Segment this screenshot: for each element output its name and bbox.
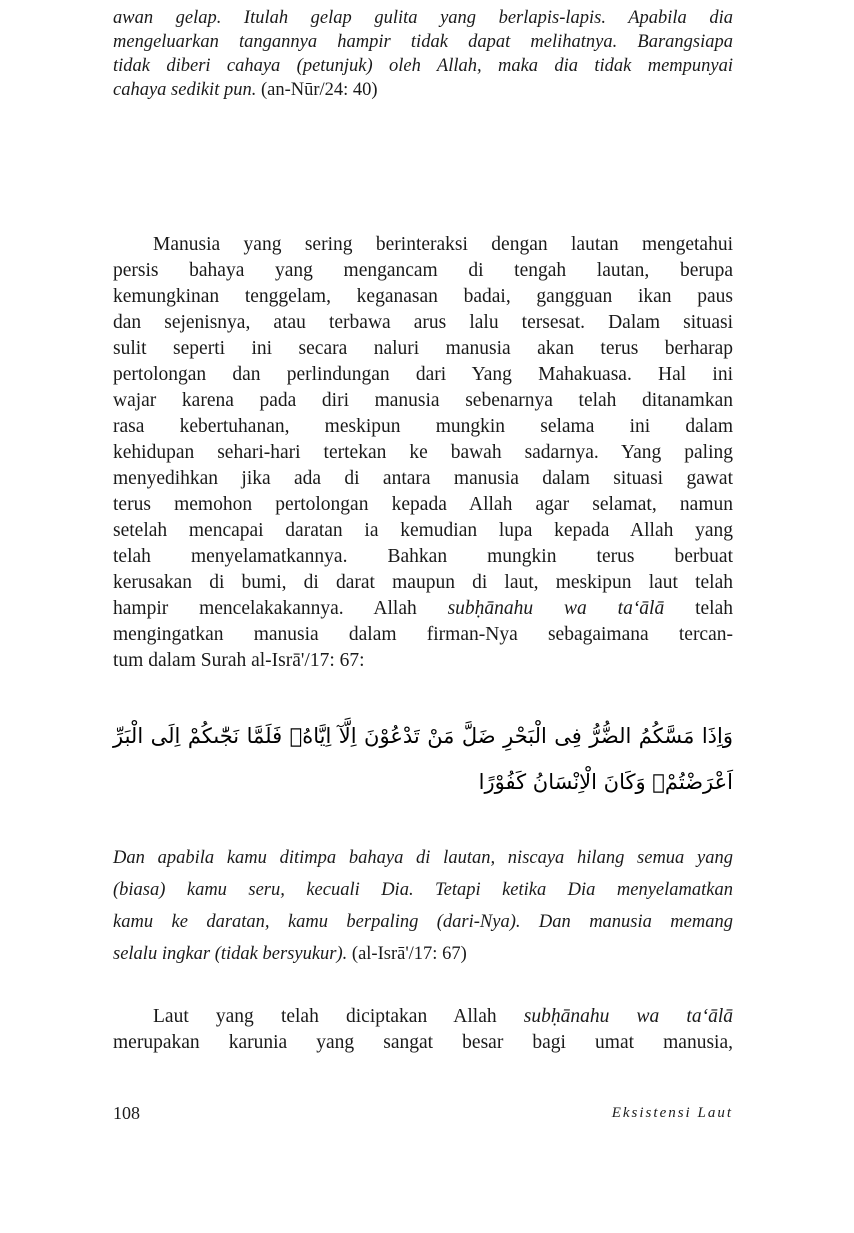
text: telah (664, 598, 733, 619)
paragraph-line: persis bahaya yang mengancam di tengah lautan, berupa (113, 260, 733, 281)
arabic-line: وَاِذَا مَسَّكُمُ الضُّرُّ فِى الْبَحْرِ ضَلَّ مَنْ تَدْعُوْنَ اِلَّآ اِيَّاهُۚ فَلَمَّا نَجّٰىكُمْ اِلَى الْبَرِّ (113, 724, 733, 748)
arabic-verse (113, 713, 733, 805)
translation-line: Dan apabila kamu ditimpa bahaya di lautan, niscaya hilang semua yang (113, 848, 733, 868)
paragraph-line: kemungkinan tenggelam, keganasan badai, gangguan ikan paus (113, 286, 733, 307)
page-number: 108 (113, 1103, 140, 1123)
paragraph-line: pertolongan dan perlindungan dari Yang Mahakuasa. Hal ini (113, 364, 733, 385)
quote-text: cahaya sedikit pun. (113, 80, 257, 100)
translation-reference: (al-Isrā'/17: 67) (347, 944, 467, 964)
paragraph-line: setelah mencapai daratan ia kemudian lupa kepada Allah yang (113, 520, 733, 541)
quote-line (113, 78, 733, 102)
paragraph-line: kehidupan sehari-hari tertekan ke bawah sadarnya. Yang paling (113, 442, 733, 463)
paragraph-line: wajar karena pada diri manusia sebenarnya telah ditanamkan (113, 390, 733, 411)
paragraph-line: telah menyelamatkannya. Bahkan mungkin terus berbuat (113, 546, 733, 567)
paragraph-line: rasa kebertuhanan, meskipun mungkin selama ini dalam (113, 416, 733, 437)
paragraph-line: kerusakan di bumi, di darat maupun di laut, meskipun laut telah (113, 572, 733, 593)
paragraph-line (113, 1004, 733, 1030)
running-head: Eksistensi Laut (611, 1105, 733, 1121)
quote-block-top (113, 6, 733, 102)
text: Laut yang telah diciptakan Allah (153, 1006, 524, 1027)
paragraph-line: dan sejenisnya, atau terbawa arus lalu tersesat. Dalam situasi (113, 312, 733, 333)
paragraph-line: merupakan karunia yang sangat besar bagi umat manusia, (113, 1032, 733, 1053)
translation-line (113, 938, 733, 970)
paragraph-2 (113, 1004, 733, 1056)
translation-line: kamu ke daratan, kamu berpaling (dari-Nya). Dan manusia memang (113, 912, 733, 932)
italic-term: subḥānahu wa ta‘ālā (447, 598, 665, 619)
quote-line: awan gelap. Itulah gelap gulita yang berlapis-lapis. Apabila dia (113, 8, 733, 28)
paragraph-line: terus memohon pertolongan kepada Allah agar selamat, namun (113, 494, 733, 515)
paragraph-line: Manusia yang sering berinteraksi dengan lautan mengetahui (153, 234, 733, 255)
paragraph-line: tum dalam Surah al-Isrā'/17: 67: (113, 650, 365, 671)
paragraph-line: sulit seperti ini secara naluri manusia akan terus berharap (113, 338, 733, 359)
italic-term: subḥānahu wa ta‘ālā (523, 1006, 733, 1027)
page-footer (113, 1103, 733, 1127)
quote-line: tidak diberi cahaya (petunjuk) oleh Allah, maka dia tidak mempunyai (113, 56, 733, 76)
paragraph-line (113, 596, 733, 622)
quote-reference: (an-Nūr/24: 40) (256, 80, 378, 100)
arabic-line: اَعْرَضْتُمْۗ وَكَانَ الْاِنْسَانُ كَفُوْرًا (478, 770, 733, 794)
quote-line: mengeluarkan tangannya hampir tidak dapat melihatnya. Barangsiapa (113, 32, 733, 52)
translation-line: (biasa) kamu seru, kecuali Dia. Tetapi ketika Dia menyelamatkan (113, 880, 733, 900)
paragraph-line: mengingatkan manusia dalam firman-Nya sebagaimana tercan- (113, 624, 733, 645)
translation-text: selalu ingkar (tidak bersyukur). (113, 944, 348, 964)
translation-block (113, 842, 733, 970)
text: hampir mencelakakannya. Allah (113, 598, 448, 619)
paragraph-line: menyedihkan jika ada di antara manusia dalam situasi gawat (113, 468, 733, 489)
paragraph-1 (113, 232, 733, 674)
